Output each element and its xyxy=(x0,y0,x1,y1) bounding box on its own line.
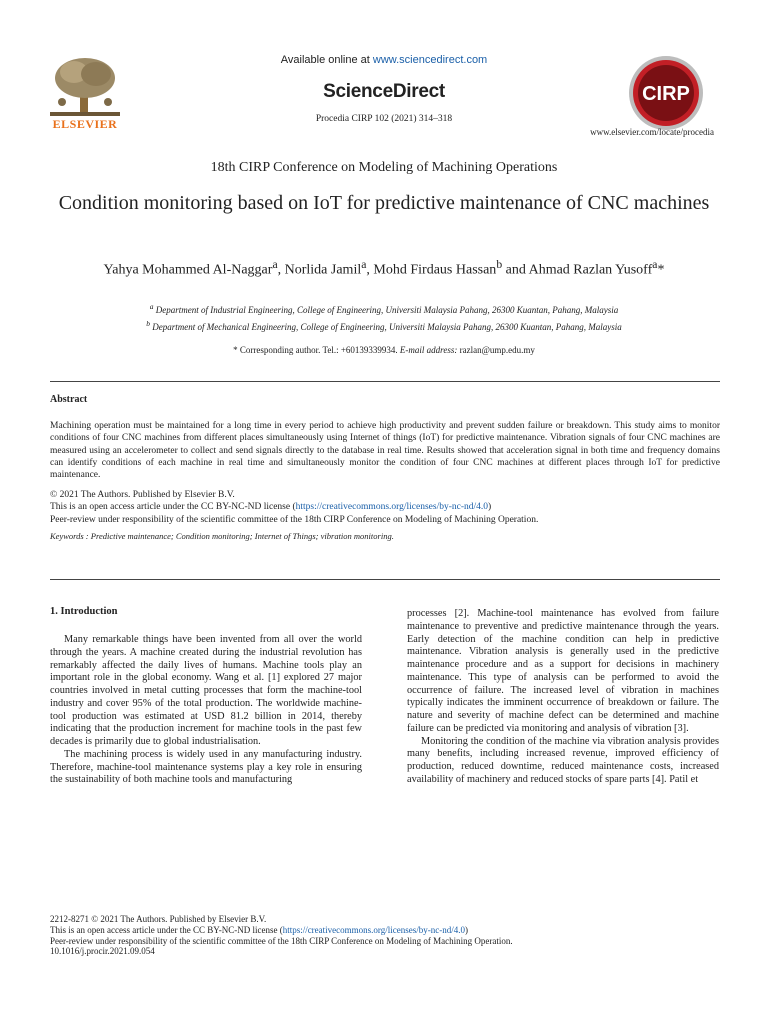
available-online: Available online at www.sciencedirect.com xyxy=(280,54,488,66)
affiliation-line: $^b$ Department of Mechanical Engineering, College of Engineering, Universiti Malaysia Pahang, 26300 Kuantan, Pahang, Malaysia xyxy=(146,319,622,332)
email-link[interactable]: razlan@ump.edu.my xyxy=(459,345,535,355)
left-column xyxy=(50,634,362,787)
elsevier-wordmark: ELSEVIER xyxy=(52,117,118,131)
paragraph: processes [2]. Machine-tool maintenance has evolved from failure maintenance to preventive and predictive maintenance through the years. Early detection of the machine condition can help in predictive maintenance. Vibration analysis is generally used in the predictive maintenance procedure and as a support for decisions in machinery maintenance. This type of analysis can be performed to avoid the occurrence of failure. The increased level of vibration in machines typically indicates the imminent occurrence of breakdown or failure. The nature and severity of machine defect can be determined and machine failure can be predicted via monitoring and analysis of vibration [3]. xyxy=(407,608,719,734)
journal-reference: Procedia CIRP 102 (2021) 314–318 xyxy=(315,114,453,124)
copyright-block xyxy=(50,489,720,526)
journal-url[interactable]: www.elsevier.com/locate/procedia xyxy=(590,127,714,137)
author-list: Yahya Mohammed Al-Naggar$^a$, Norlida Jamil$^a$, Mohd Firdaus Hassan$^b$ and Ahmad Razlan Yusoff$^a$* xyxy=(103,258,665,278)
divider-top xyxy=(50,381,720,382)
abstract-heading: Abstract xyxy=(50,394,88,405)
paragraph: Monitoring the condition of the machine via vibration analysis provides many benefits, including increased revenue, improved efficiency of production, reduced downtime, reduced maintenance costs, increased availability of machinery and reduced stocks of spare parts [4]. Patil et xyxy=(407,735,719,785)
affiliation-mark: b xyxy=(496,258,503,271)
issn-line: 2212-8271 © 2021 The Authors. Published by Elsevier B.V. xyxy=(50,914,267,924)
sciencedirect-link[interactable]: www.sciencedirect.com xyxy=(372,54,488,66)
cirp-logo xyxy=(627,54,705,132)
author-name: Norlida Jamil xyxy=(284,262,362,278)
affiliation-mark: a xyxy=(652,258,658,271)
keywords-list: Predictive maintenance; Condition monitoring; Internet of Things; vibration monitoring. xyxy=(90,531,394,541)
affiliation-mark: a xyxy=(361,258,367,271)
footer-license-line: This is an open access article under the CC BY-NC-ND license (https://creativecommons.org/licenses/by-nc-nd/4.0) xyxy=(50,924,468,935)
conference-name: 18th CIRP Conference on Modeling of Machining Operations xyxy=(210,160,558,175)
doi[interactable]: 10.1016/j.procir.2021.09.054 xyxy=(50,946,155,957)
keywords-label: Keywords : xyxy=(50,531,89,541)
corresponding-mark: * xyxy=(657,262,665,278)
author-name: Mohd Firdaus Hassan xyxy=(373,262,497,278)
corresponding-author: * Corresponding author. Tel.: +60139339934. E-mail address: razlan@ump.edu.my xyxy=(233,345,535,355)
affiliations xyxy=(40,300,728,334)
keywords xyxy=(50,531,720,541)
author-name: Yahya Mohammed Al-Naggar xyxy=(103,262,273,278)
divider-bottom xyxy=(50,579,720,580)
footer-peer-review: Peer-review under responsibility of the scientific committee of the 18th CIRP Conference on Modeling of Machining Operation. xyxy=(50,935,513,946)
paragraph: The machining process is widely used in any manufacturing industry. Therefore, machine-tool maintenance systems play a key role in ensuring the sustainability of both machine tools and manufacturing xyxy=(50,748,362,786)
abstract-text: Machining operation must be maintained for a long time in every period to achieve high productivity and prevent sudden failure or breakdown. This study aims to monitor conditions of four CNC machines from different places simultaneously using Internet of things (IoT) for predictive maintenance. Vibration signals of four CNC machines are measured using an accelerometer to collect and send signals directly to the database in real time. Results showed that acceleration signal in both time and frequency domains can identify conditions of each machine in real time and simultaneously monitor the condition of four CNC machines at different places through IoT for predictive maintenance. xyxy=(50,421,720,481)
affiliation-mark: a xyxy=(272,258,278,271)
author-name: Ahmad Razlan Yusoff xyxy=(528,262,653,278)
section-heading: 1. Introduction xyxy=(50,606,118,617)
cirp-logo-text: CIRP xyxy=(642,83,690,105)
copyright-line: © 2021 The Authors. Published by Elsevier B.V. xyxy=(50,490,235,500)
peer-review-line: Peer-review under responsibility of the scientific committee of the 18th CIRP Conference on Modeling of Machining Operation. xyxy=(50,514,539,525)
footer xyxy=(50,914,720,957)
sciencedirect-title: ScienceDirect xyxy=(323,81,445,102)
license-link[interactable]: https://creativecommons.org/licenses/by-nc-nd/4.0 xyxy=(295,502,489,513)
paragraph: Many remarkable things have been invented from all over the world through the years. A machine created during the industrial revolution has remarkably affected the daily lives of humans. Machine tools play an important role in the global economy. Wang et al. [1] explored 27 major countries involved in metal cutting processes that form the machine-tool industry and cover 95% of the total production. The worldwide machine-tool production was estimated at USD 81.2 billion in 2014, thereby indicating that the production increment for machine tools in the past few decades is primarily due to global industrialisation. xyxy=(50,634,362,747)
footer-license-link[interactable]: https://creativecommons.org/licenses/by-nc-nd/4.0 xyxy=(282,924,465,935)
affiliation-line: $^a$ Department of Industrial Engineering, College of Engineering, Universiti Malaysia Pahang, 26300 Kuantan, Pahang, Malaysia xyxy=(149,302,619,315)
license-line: This is an open access article under the CC BY-NC-ND license (https://creativecommons.org/licenses/by-nc-nd/4.0) xyxy=(50,502,492,513)
right-column xyxy=(407,608,719,787)
paper-title: Condition monitoring based on IoT for predictive maintenance of CNC machines xyxy=(58,192,710,214)
